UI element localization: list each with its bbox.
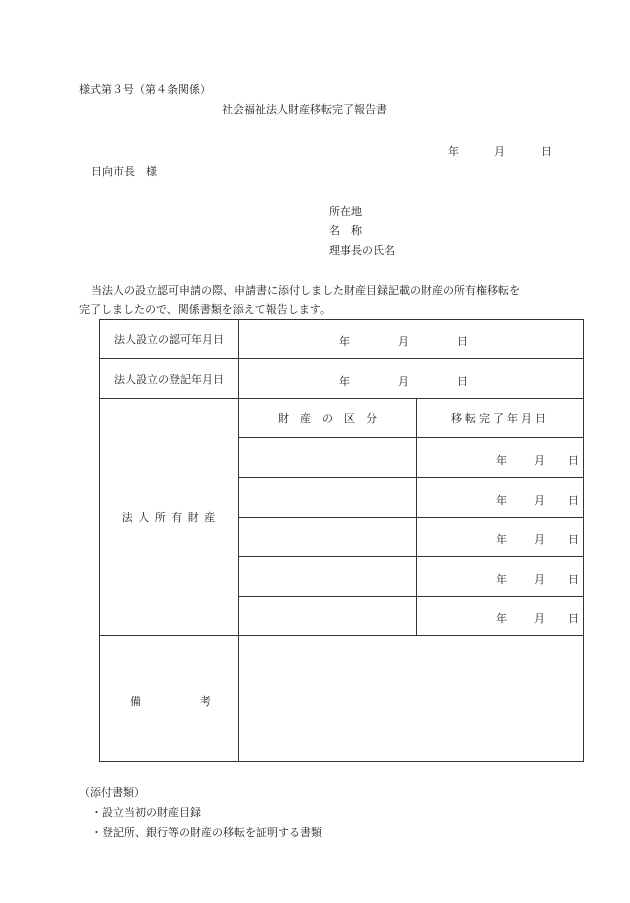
day-label: 日 xyxy=(568,453,579,467)
address-label: 所在地 xyxy=(329,205,362,218)
remarks-field[interactable] xyxy=(239,636,584,762)
asset-category-cell[interactable] xyxy=(239,438,417,478)
attachment-item: ・設立当初の財産目録 xyxy=(91,806,201,819)
registration-date-value[interactable] xyxy=(239,359,584,399)
year-label: 年 xyxy=(496,612,507,625)
month-label: 月 xyxy=(534,572,545,586)
attachments-heading: （添付書類） xyxy=(79,786,145,799)
approval-day-label: 日 xyxy=(457,335,468,348)
year-label: 年 xyxy=(496,572,507,586)
body-text-line-2: 完了しましたので、関係書類を添えて報告します。 xyxy=(79,303,331,316)
asset-category-cell[interactable] xyxy=(239,597,417,636)
body-text-line-1: 当法人の設立認可申請の際、申請書に添付しました財産目録記載の財産の所有権移転を xyxy=(91,284,520,297)
approval-date-label: 法人設立の認可年月日 xyxy=(100,320,239,359)
asset-completion-date-cell[interactable] xyxy=(417,518,584,557)
remarks-label-char-2: 考 xyxy=(200,694,211,708)
registration-month-label: 月 xyxy=(398,374,409,388)
registration-date-row xyxy=(100,359,584,399)
document-title: 社会福祉法人財産移転完了報告書 xyxy=(222,103,387,116)
month-label: 月 xyxy=(534,612,545,625)
remarks-label xyxy=(100,636,239,762)
remarks-label-char-1: 備 xyxy=(130,694,141,708)
name-label: 名 称 xyxy=(329,224,362,237)
completion-date-header: 移転完了年月日 xyxy=(417,399,584,438)
registration-day-label: 日 xyxy=(457,374,468,388)
year-label: 年 xyxy=(496,533,507,546)
asset-category-cell[interactable] xyxy=(239,478,417,518)
month-label: 月 xyxy=(534,493,545,507)
asset-completion-date-cell[interactable] xyxy=(417,597,584,636)
month-label: 月 xyxy=(534,533,545,546)
day-label: 日 xyxy=(568,533,579,546)
assets-label: 法 人 所 有 財 産 xyxy=(100,399,239,636)
report-table xyxy=(99,319,584,762)
remarks-row xyxy=(100,636,584,762)
date-day-label: 日 xyxy=(541,145,552,158)
date-year-label: 年 xyxy=(448,145,459,158)
form-number: 様式第３号（第４条関係） xyxy=(79,83,211,96)
month-label: 月 xyxy=(534,453,545,467)
approval-date-row xyxy=(100,320,584,359)
date-month-label: 月 xyxy=(494,145,505,158)
attachment-item: ・登記所、銀行等の財産の移転を証明する書類 xyxy=(91,826,322,839)
approval-date-value[interactable] xyxy=(239,320,584,359)
chairman-name-label: 理事長の氏名 xyxy=(329,244,395,257)
asset-completion-date-cell[interactable] xyxy=(417,478,584,518)
category-header: 財 産 の 区 分 xyxy=(239,399,417,438)
asset-completion-date-cell[interactable] xyxy=(417,557,584,597)
registration-year-label: 年 xyxy=(339,374,350,388)
addressee: 日向市長 様 xyxy=(91,165,157,178)
asset-category-cell[interactable] xyxy=(239,557,417,597)
year-label: 年 xyxy=(496,453,507,467)
year-label: 年 xyxy=(496,493,507,507)
asset-category-cell[interactable] xyxy=(239,518,417,557)
day-label: 日 xyxy=(568,493,579,507)
day-label: 日 xyxy=(568,572,579,586)
approval-month-label: 月 xyxy=(398,335,409,348)
day-label: 日 xyxy=(568,612,579,625)
approval-year-label: 年 xyxy=(339,335,350,348)
assets-header-row xyxy=(100,399,584,438)
registration-date-label: 法人設立の登記年月日 xyxy=(100,359,239,399)
asset-completion-date-cell[interactable] xyxy=(417,438,584,478)
